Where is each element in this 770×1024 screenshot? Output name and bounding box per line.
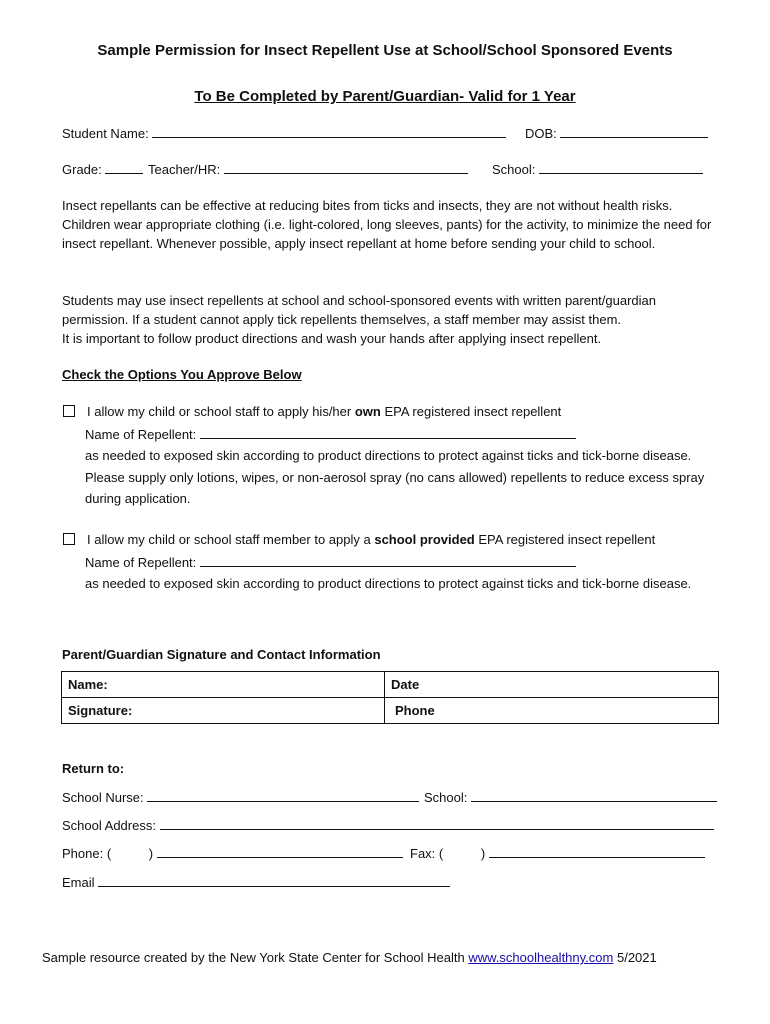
email-label: Email — [62, 875, 95, 890]
school-nurse-row — [62, 789, 419, 805]
option-own-repellent-label: Name of Repellent: — [85, 427, 197, 442]
school-address-label: School Address: — [62, 818, 156, 833]
option-own-checkbox[interactable] — [63, 405, 75, 417]
dob-label: DOB: — [525, 126, 557, 141]
school-field[interactable] — [539, 161, 703, 174]
return-to-heading: Return to: — [62, 761, 125, 776]
return-phone-field[interactable] — [157, 845, 403, 858]
option-school-repellent-label: Name of Repellent: — [85, 555, 197, 570]
dob-field[interactable] — [560, 125, 708, 138]
school-address-field[interactable] — [160, 817, 714, 830]
signature-table-row — [62, 698, 719, 724]
school-nurse-label: School Nurse: — [62, 790, 144, 805]
email-field[interactable] — [98, 874, 450, 887]
teacher-row — [148, 161, 468, 177]
option-school-checkbox[interactable] — [63, 533, 75, 545]
intro-paragraph: Insect repellants can be effective at reducing bites from ticks and insects, they are not without health risks. Children wear appropriate clothing (i.e. light-colored, long sleeves, pants) for the activity, to minimize the need for insect repellant. Whenever possible, apply insect repellant at home before sending your child to school. — [62, 198, 712, 251]
fax-field[interactable] — [489, 845, 705, 858]
return-school-label: School: — [424, 790, 468, 805]
footer-link[interactable]: www.schoolhealthny.com — [468, 950, 614, 965]
school-label: School: — [492, 162, 536, 177]
signature-cell[interactable]: Signature: — [62, 698, 385, 724]
return-phone-label: Phone: ( — [62, 846, 112, 861]
return-school-row — [424, 789, 717, 805]
option-school-prefix: I allow my child or school staff member to apply a — [87, 532, 371, 547]
grade-row — [62, 161, 143, 177]
school-row — [492, 161, 703, 177]
email-row — [62, 874, 450, 890]
fax-label: Fax: ( — [410, 846, 444, 861]
grade-label: Grade: — [62, 162, 102, 177]
footer-text: Sample resource created by the New York State Center for School Health — [42, 950, 465, 965]
name-cell[interactable]: Name: — [62, 672, 385, 698]
permission-paragraph: Students may use insect repellents at school and school-sponsored events with written parent/guardian permission. If a student cannot apply tick repellents themselves, a staff member may assist them. — [62, 293, 657, 327]
option-own-repellent-field[interactable] — [200, 426, 576, 439]
teacher-label: Teacher/HR: — [148, 162, 221, 177]
option-own-body: as needed to exposed skin according to product directions to protect against ticks and tick-borne disease. Please supply only lotions, wipes, or non-aerosol spray (no cans allowed) repellents to reduce excess spray during application. — [85, 448, 705, 506]
document-title: Sample Permission for Insect Repellent Use at School/School Sponsored Events — [97, 42, 673, 59]
date-cell[interactable]: Date — [385, 672, 719, 698]
signature-table-row — [62, 672, 719, 698]
return-phone-close: ) — [148, 846, 154, 861]
option-school-repellent-name-row — [85, 554, 576, 570]
teacher-field[interactable] — [224, 161, 468, 174]
return-phone-row — [62, 845, 403, 861]
fax-row — [410, 845, 705, 861]
footer — [42, 950, 657, 965]
option-own-bold: own — [354, 404, 381, 419]
option-own-repellent-name-row — [85, 426, 576, 442]
option-school-bold: school provided — [374, 532, 475, 547]
return-school-field[interactable] — [471, 789, 717, 802]
option-school-repellent — [63, 532, 655, 547]
option-own-prefix: I allow my child or school staff to apply his/her — [87, 404, 352, 419]
options-heading: Check the Options You Approve Below — [62, 367, 302, 382]
student-name-label: Student Name: — [62, 126, 149, 141]
school-address-row — [62, 817, 714, 833]
footer-date: 5/2021 — [616, 950, 657, 965]
document-subtitle: To Be Completed by Parent/Guardian- Valid for 1 Year — [194, 88, 576, 105]
phone-cell[interactable]: Phone — [385, 698, 719, 724]
fax-close: ) — [480, 846, 486, 861]
student-name-field[interactable] — [152, 125, 506, 138]
instructions-paragraph: It is important to follow product directions and wash your hands after applying insect repellent. — [62, 331, 602, 346]
student-name-row — [62, 125, 506, 141]
grade-field[interactable] — [105, 161, 143, 174]
option-own-repellent — [63, 404, 561, 419]
signature-table — [61, 671, 719, 724]
school-nurse-field[interactable] — [147, 789, 419, 802]
dob-row — [525, 125, 708, 141]
option-school-suffix: EPA registered insect repellent — [478, 532, 656, 547]
option-own-suffix: EPA registered insect repellent — [384, 404, 562, 419]
option-school-body: as needed to exposed skin according to product directions to protect against ticks and tick-borne disease. — [85, 576, 692, 591]
option-school-repellent-field[interactable] — [200, 554, 576, 567]
signature-heading: Parent/Guardian Signature and Contact Information — [62, 647, 381, 662]
